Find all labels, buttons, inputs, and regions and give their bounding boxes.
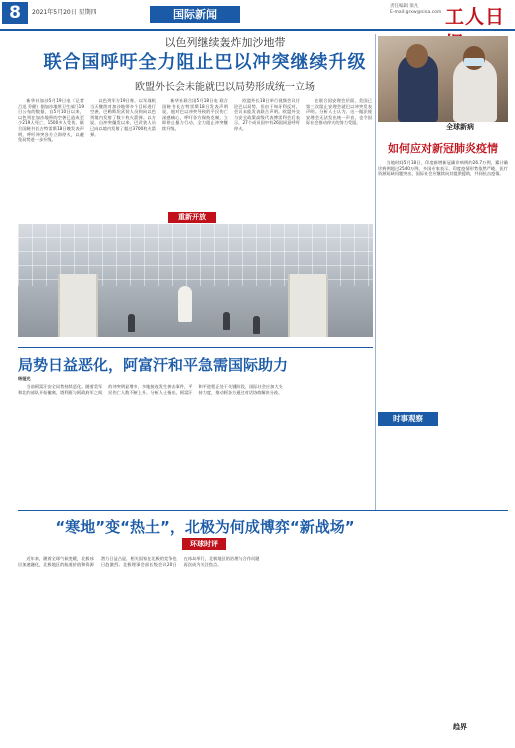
divider — [18, 347, 373, 348]
story3-headline[interactable]: “寒地”变“热土”，北极为何成博弈“新战场” — [55, 518, 355, 536]
lead-column-2 — [90, 98, 156, 218]
masthead-logo: 工人日 — [445, 6, 506, 28]
lead-column-3 — [162, 98, 228, 218]
section-title: 国际新闻 — [150, 6, 240, 23]
photo-person — [223, 312, 230, 330]
story2-text — [18, 384, 373, 504]
lead-column-1 — [18, 98, 84, 218]
right-photo[interactable] — [378, 36, 508, 122]
commentary-tag: 环球时评 — [182, 538, 226, 550]
page-number: 8 — [2, 2, 28, 24]
right-text — [378, 160, 508, 405]
story2-byline — [18, 376, 78, 383]
edit-info: 责任编辑 梁凡 E-mail:grxw@sina.com — [390, 4, 442, 15]
issue-date: 2021年5月20日 星期四 — [32, 9, 97, 16]
story2-headline[interactable]: 局势日益恶化，阿富汗和平急需国际助力 — [18, 356, 289, 374]
photo-column-left — [58, 274, 98, 337]
photo-mask — [464, 58, 484, 66]
photo-person — [253, 316, 260, 334]
photo-column-right — [288, 274, 328, 337]
photo-tag: 重新开放 — [168, 212, 216, 223]
lead-headline[interactable]: 联合国呼吁全力阻止巴以冲突继续升级 — [43, 52, 367, 73]
right-headline[interactable]: 如何应对新冠肺炎疫情 — [388, 142, 498, 155]
page-header — [0, 0, 515, 32]
column-divider — [375, 34, 376, 510]
story3-text-body: 近年来，随着全球气候变暖，北极冰层加速融化，北极地区的航道价值和资源潜力日益凸显，相关国家在北极的竞争也日趋激烈。北极理事会部长级会议20日在冰岛举行，北极地区的治理与合作问题再次成为关注焦点。 — [18, 556, 260, 567]
footer-label: 趋界 — [453, 723, 467, 731]
photo-person — [128, 314, 135, 332]
lead-col2-text: 以色列军方19日称，以军战机当天继续对加沙地带多个目标进行空袭，巴勒斯坦武装人员则向以色列境内发射了数十枚火箭弹。以方说，自冲突爆发以来，巴武装人员已向以境内发射了超过3700枚火箭弹。 — [90, 98, 156, 137]
lead-subhead: 欧盟外长会未能就巴以局势形成统一立场 — [135, 82, 315, 93]
right-section-label: 全球新病 — [446, 123, 474, 131]
story2-byline-text: 杨娅光 — [18, 376, 31, 381]
lead-col1-text: 新华社加沙5月19日电（记者吕迅 乔健）据加沙地带卫生部门19日公布的数据，自5月10日以来，以色列在加沙地带的空袭已造成至少219人死亡、1500多人受伤。联合国秘书长古特雷斯18日晚发表声明，呼吁冲突各方立即停火，以避免局势进一步升级。 — [18, 98, 84, 143]
museum-photo[interactable] — [18, 224, 373, 337]
photo-statue — [178, 286, 192, 322]
lead-kicker: 以色列继续轰炸加沙地带 — [164, 36, 286, 49]
story3-text — [18, 556, 508, 742]
header-rule — [0, 29, 515, 31]
right-text-body: 当地时间5月18日，印度新增新冠确诊病例约26.7万例，累计确诊病例超过2540万例。多国专家表示，印度疫情形势依然严峻，医疗资源短缺问题突出，国际社会应继续向其提供援助，共同抗击疫情。 — [378, 160, 508, 177]
lead-col5-text: 在联合国安理会层面，美国已第三次阻止安理会就巴以冲突发表声明。分析人士认为，这一做法使安理会无法发出统一声音，也令国际社会推动停火的努力受阻。 — [306, 98, 372, 126]
divider — [18, 510, 508, 511]
lead-column-5 — [306, 98, 372, 218]
photo-head — [406, 44, 428, 68]
time-observation-tag: 时事观察 — [378, 412, 438, 426]
story2-text-body: 当前阿富汗安全局势持续恶化。随着美军和北约部队开始撤离，塔利班与阿政府军之间的冲突明显增多，多地接连发生袭击事件，平民伤亡人数不断上升。分析人士指出，阿富汗和平进程正处于关键阶段，国际社会应加大支持力度，推动阿各方通过对话协商解决分歧。 — [18, 384, 283, 395]
lead-column-4 — [234, 98, 300, 218]
lead-col3-text: 新华社联合国5月18日电 联合国秘书长古特雷斯18日发表声明说，他对巴以冲突导致的平民伤亡深感痛心，呼吁各方保持克制，立即停止暴力行动，全力阻止冲突继续升级。 — [162, 98, 228, 131]
lead-col4-text: 欧盟外长18日举行视频会议讨论巴以局势，但由于匈牙利反对，会议未能发表联合声明。欧盟外交与安全政策高级代表博雷利会后表示，27个成员国中有26国同意呼吁停火。 — [234, 98, 300, 131]
